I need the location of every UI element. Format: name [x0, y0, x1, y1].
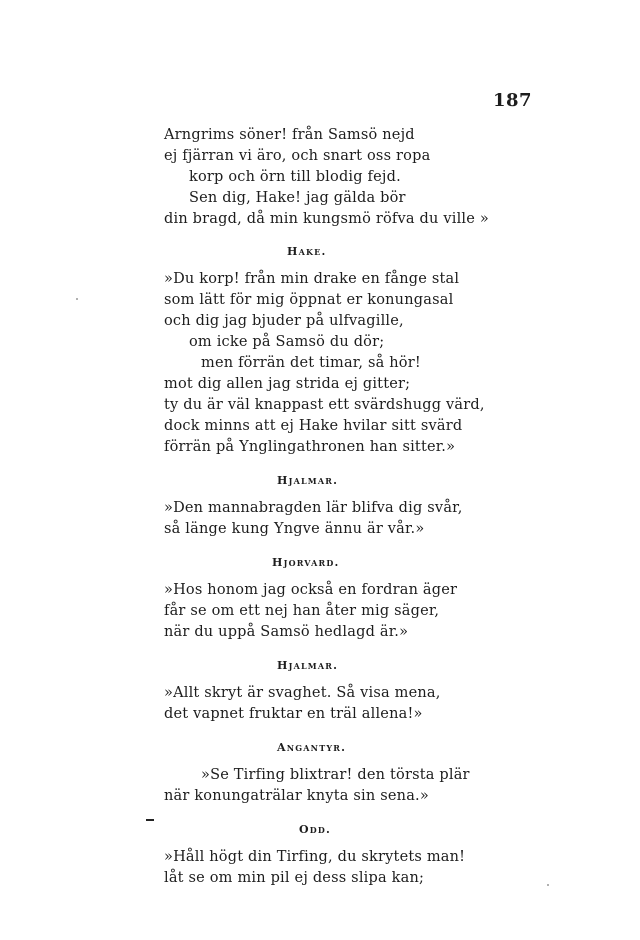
verse-line: Sen dig, Hake! jag gälda bör [189, 190, 406, 206]
verse-line: så länge kung Yngve ännu är vår.» [164, 521, 425, 537]
verse-line: dock minns att ej Hake hvilar sitt svärd [164, 418, 463, 434]
speaker-heading: Angantyr. [277, 741, 347, 754]
verse-line: förrän på Ynglingathronen han sitter.» [164, 439, 456, 455]
verse-line: din bragd, då min kungsmö röfva du ville » [164, 211, 489, 227]
speaker-heading: Odd. [299, 823, 332, 836]
verse-line: »Hos honom jag också en fordran äger [164, 582, 458, 598]
verse-line: »Håll högt din Tirfing, du skrytets man! [164, 849, 466, 865]
verse-line: mot dig allen jag strida ej gitter; [164, 376, 411, 392]
print-speck [547, 884, 549, 886]
speaker-heading: Hjorvard. [272, 556, 340, 569]
verse-line: ej fjärran vi äro, och snart oss ropa [164, 148, 431, 164]
margin-mark [146, 819, 154, 821]
verse-line: »Se Tirfing blixtrar! den törsta plär [201, 767, 470, 783]
verse-line: Arngrims söner! från Samsö nejd [164, 127, 415, 143]
speaker-heading: Hake. [287, 245, 327, 258]
verse-line: och dig jag bjuder på ulfvagille, [164, 313, 404, 329]
verse-line: som lätt för mig öppnat er konungasal [164, 292, 454, 308]
page-number: 187 [493, 90, 533, 111]
verse-line: men förrän det timar, så hör! [201, 355, 421, 371]
verse-line: om icke på Samsö du dör; [189, 334, 385, 350]
verse-line: när du uppå Samsö hedlagd är.» [164, 624, 409, 640]
verse-line: »Den mannabragden lär blifva dig svår, [164, 500, 463, 516]
verse-line: korp och örn till blodig fejd. [189, 169, 401, 185]
speaker-heading: Hjalmar. [277, 474, 339, 487]
verse-line: låt se om min pil ej dess slipa kan; [164, 870, 425, 886]
verse-line: »Du korp! från min drake en fånge stal [164, 271, 460, 287]
verse-line: »Allt skryt är svaghet. Så visa mena, [164, 685, 441, 701]
speaker-heading: Hjalmar. [277, 659, 339, 672]
verse-line: får se om ett nej han åter mig säger, [164, 603, 440, 619]
print-speck [76, 298, 78, 300]
verse-line: när konungaträlar knyta sin sena.» [164, 788, 429, 804]
verse-line: det vapnet fruktar en träl allena!» [164, 706, 423, 722]
verse-line: ty du är väl knappast ett svärdshugg värd, [164, 397, 485, 413]
